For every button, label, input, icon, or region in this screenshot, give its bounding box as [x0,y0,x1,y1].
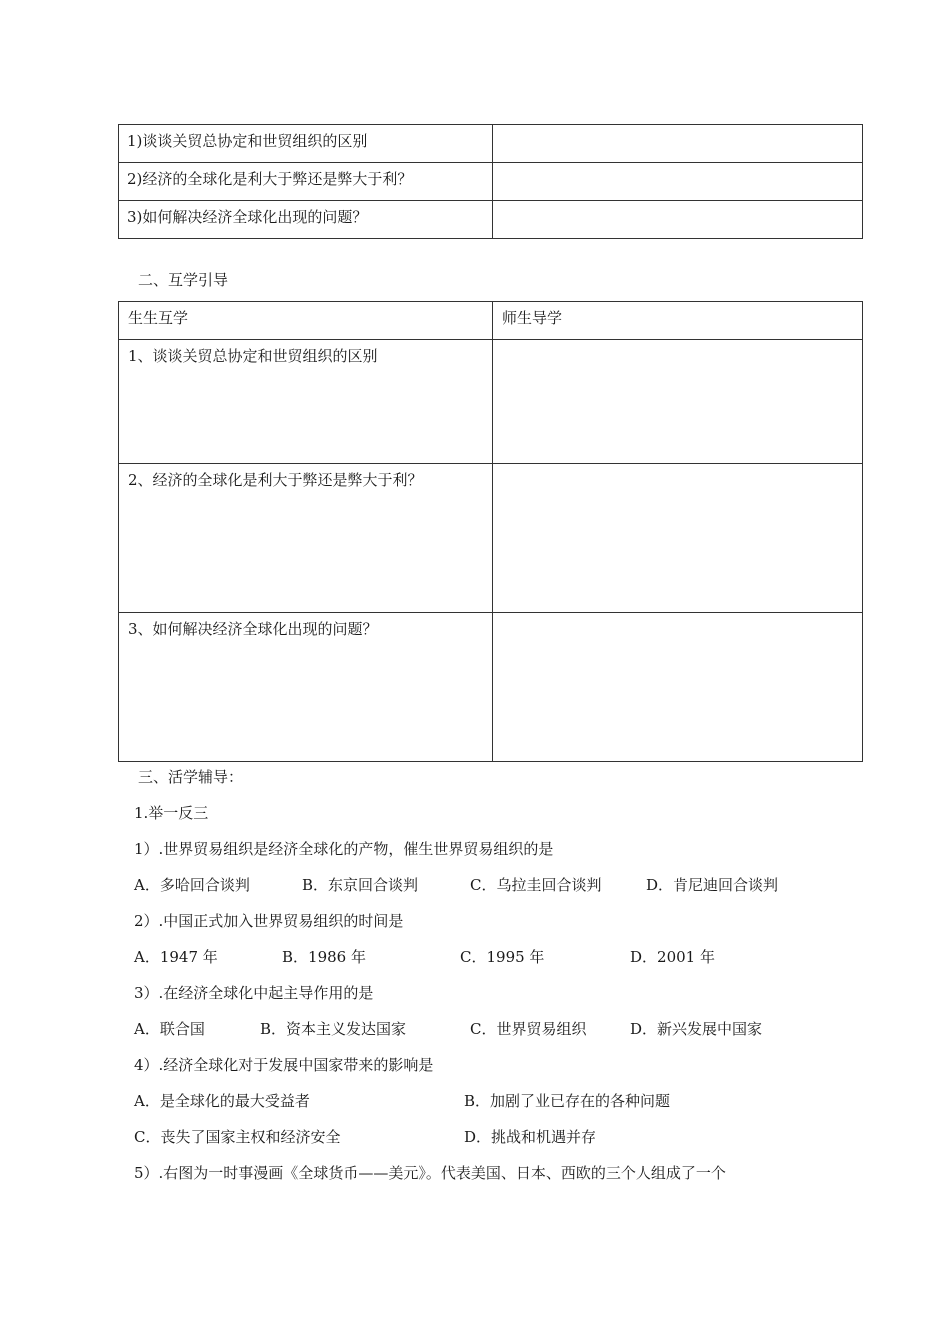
question-1: 1）.世界贸易组织是经济全球化的产物，催生世界贸易组织的是 [134,840,554,858]
question-cell: 1、谈谈关贸总协定和世贸组织的区别 [119,340,493,464]
option-b[interactable]: B．东京回合谈判 [302,876,419,894]
table-row [119,464,863,613]
option-a[interactable]: A．联合国 [134,1020,205,1038]
column-header-left: 生生互学 [119,302,493,340]
question-3: 3）.在经济全球化中起主导作用的是 [134,984,374,1002]
section-heading: 二、互学引导 [138,271,229,289]
question-cell: 2、经济的全球化是利大于弊还是弊大于利？ [119,464,493,613]
option-b[interactable]: B．资本主义发达国家 [260,1020,407,1038]
answer-cell[interactable] [493,464,863,613]
question-5: 5）.右图为一时事漫画《全球货币——美元》。代表美国、日本、西欧的三个人组成了一个 [134,1164,726,1182]
question-2: 2）.中国正式加入世界贸易组织的时间是 [134,912,404,930]
option-a[interactable]: A．1947 年 [134,948,218,966]
review-table [118,124,863,239]
option-a[interactable]: A．多哈回合谈判 [134,876,250,894]
option-d[interactable]: D．新兴发展中国家 [630,1020,763,1038]
answer-cell[interactable] [493,163,863,201]
option-a[interactable]: A．是全球化的最大受益者 [134,1092,310,1110]
option-d[interactable]: D．挑战和机遇并存 [464,1128,597,1146]
question-cell: 1)谈谈关贸总协定和世贸组织的区别 [119,125,493,163]
option-d[interactable]: D．2001 年 [630,948,715,966]
table-row [119,613,863,762]
option-b[interactable]: B．1986 年 [282,948,366,966]
option-d[interactable]: D．肯尼迪回合谈判 [646,876,779,894]
option-b[interactable]: B．加剧了业已存在的各种问题 [464,1092,671,1110]
question-4: 4）.经济全球化对于发展中国家带来的影响是 [134,1056,434,1074]
table-row [119,125,863,163]
option-c[interactable]: C．乌拉圭回合谈判 [470,876,602,894]
question-cell: 3)如何解决经济全球化出现的问题？ [119,201,493,239]
answer-cell[interactable] [493,201,863,239]
answer-cell[interactable] [493,613,863,762]
option-c[interactable]: C．丧失了国家主权和经济安全 [134,1128,341,1146]
table-row [119,201,863,239]
table-header-row [119,302,863,340]
subsection-title: 1.举一反三 [134,804,209,822]
guidance-table [118,301,863,762]
column-header-right: 师生导学 [493,302,863,340]
option-c[interactable]: C．1995 年 [460,948,545,966]
table-row [119,163,863,201]
answer-cell[interactable] [493,125,863,163]
section-heading: 三、活学辅导： [138,768,244,786]
table-row [119,340,863,464]
question-cell: 2)经济的全球化是利大于弊还是弊大于利？ [119,163,493,201]
answer-cell[interactable] [493,340,863,464]
option-c[interactable]: C．世界贸易组织 [470,1020,587,1038]
question-cell: 3、如何解决经济全球化出现的问题？ [119,613,493,762]
